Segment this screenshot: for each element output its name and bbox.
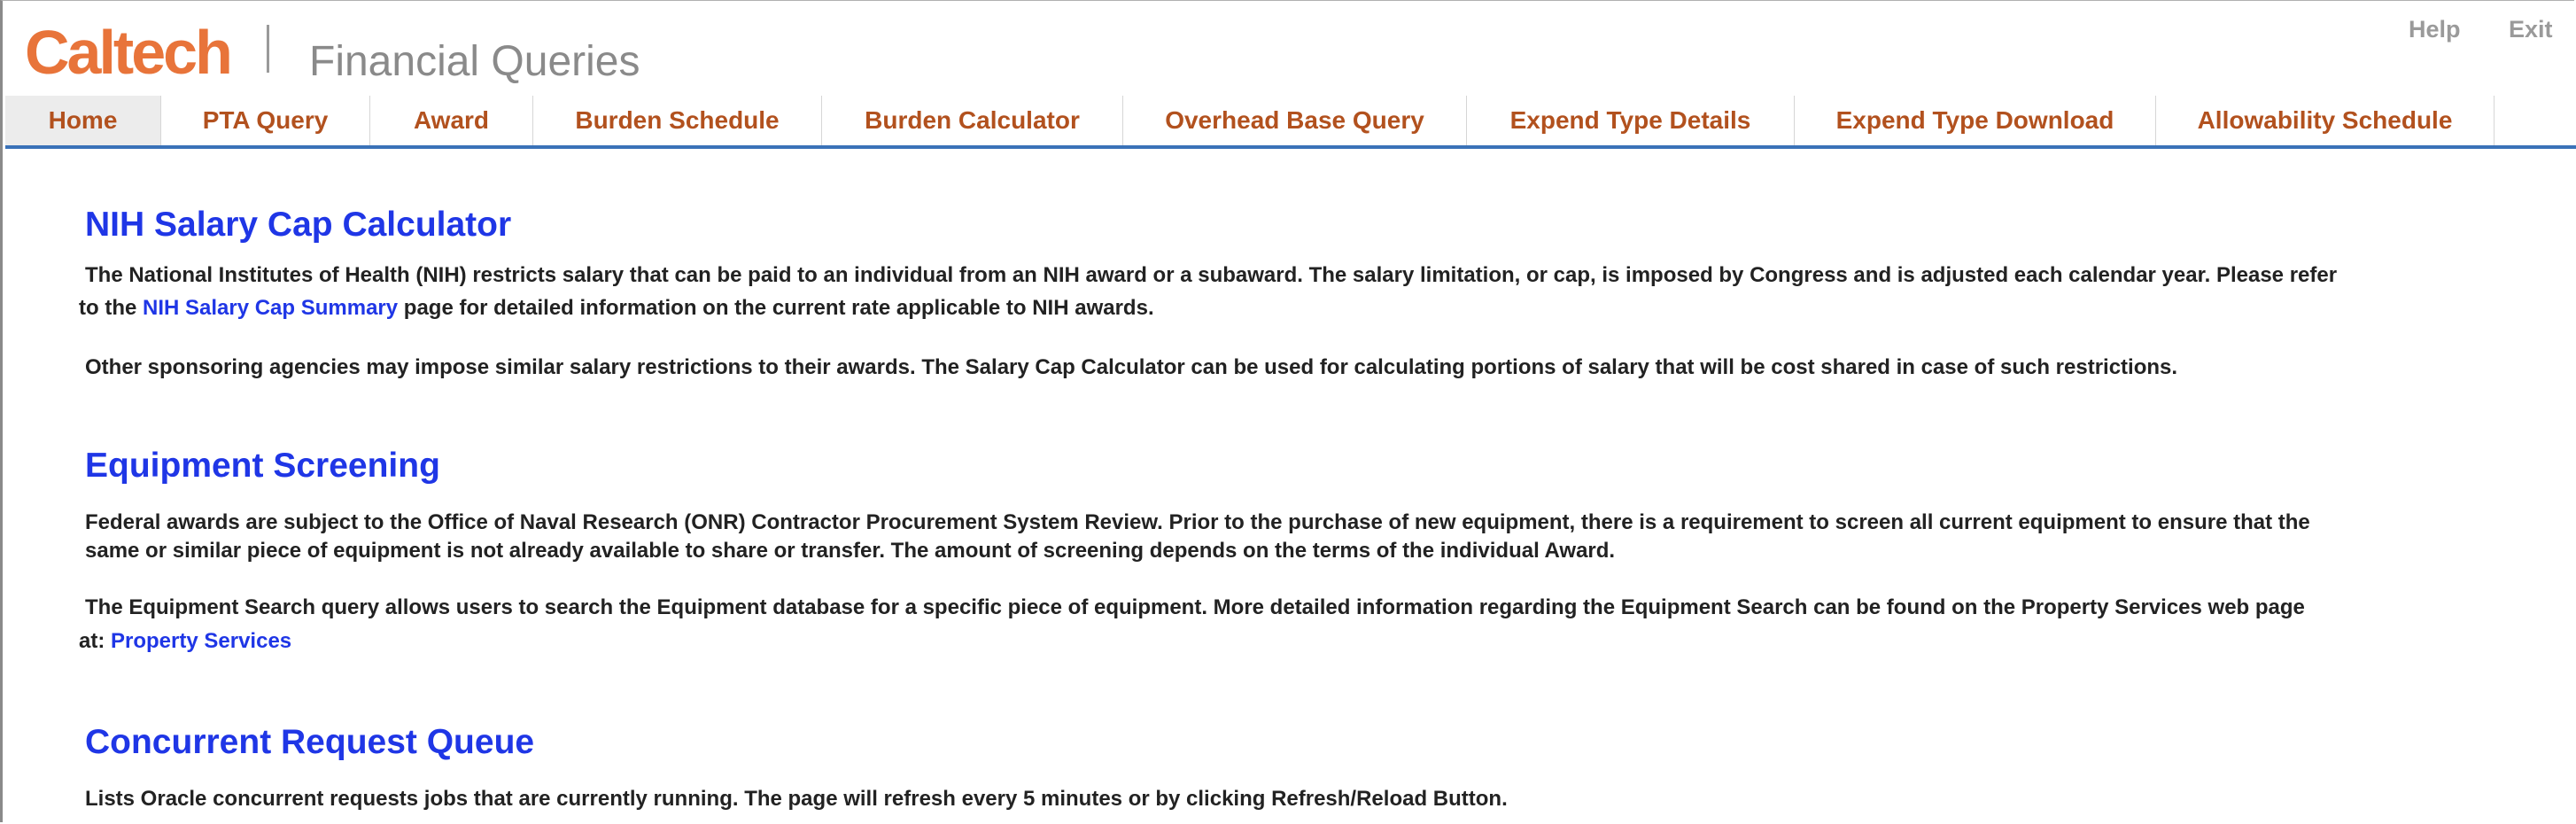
nih-paragraph-suffix: page for detailed information on the current rate applicable to NIH awards.: [403, 296, 1154, 320]
tab-expend-type-download[interactable]: Expend Type Download: [1795, 96, 2156, 145]
tab-pta-query[interactable]: PTA Query: [161, 96, 370, 145]
equipment-search-prefix: at:: [79, 629, 105, 653]
exit-link[interactable]: Exit: [2509, 16, 2553, 43]
nih-paragraph-line-1: The National Institutes of Health (NIH) restricts salary that can be paid to an individual from an NIH award or a subaward. The salary limitation, or cap, is imposed by Congress and is adjusted each calendar year. Please refer: [85, 263, 2338, 287]
equipment-paragraph-line-1: Federal awards are subject to the Office of Naval Research (ONR) Contractor Procurement System Review. Prior to the purchase of new equipment, there is a requirement to screen all current equipment to ensure that the: [85, 510, 2310, 534]
tab-allowability-schedule[interactable]: Allowability Schedule: [2156, 96, 2495, 145]
tab-burden-calculator[interactable]: Burden Calculator: [822, 96, 1123, 145]
nih-salary-cap-heading[interactable]: NIH Salary Cap Calculator: [85, 206, 512, 244]
help-link[interactable]: Help: [2409, 16, 2461, 43]
logo-divider: [267, 25, 269, 73]
page-header: [0, 0, 2576, 94]
nih-paragraph-line-2: [79, 292, 1154, 324]
tab-expend-type-details[interactable]: Expend Type Details: [1467, 96, 1795, 145]
app-title: Financial Queries: [309, 38, 640, 85]
nih-paragraph-prefix: to the: [79, 296, 137, 320]
equipment-search-line-1: The Equipment Search query allows users to search the Equipment database for a specific piece of equipment. More detailed information regarding the Equipment Search can be found on the Property Services web page: [85, 595, 2305, 619]
caltech-logo[interactable]: Caltech: [25, 18, 230, 87]
equipment-search-line-2: [79, 625, 291, 657]
tab-burden-schedule[interactable]: Burden Schedule: [533, 96, 822, 145]
nih-paragraph-2: Other sponsoring agencies may impose similar salary restrictions to their awards. The Salary Cap Calculator can be used for calculating portions of salary that will be cost shared in case of such restrictions.: [85, 355, 2178, 379]
equipment-screening-heading[interactable]: Equipment Screening: [85, 447, 440, 485]
tab-overhead-base-query[interactable]: Overhead Base Query: [1123, 96, 1467, 145]
main-nav: [5, 96, 2576, 149]
tab-home[interactable]: Home: [5, 96, 161, 145]
concurrent-request-queue-heading[interactable]: Concurrent Request Queue: [85, 723, 535, 761]
concurrent-paragraph: Lists Oracle concurrent requests jobs that are currently running. The page will refresh every 5 minutes or by clicking Refresh/Reload Button.: [85, 787, 1508, 811]
equipment-paragraph-line-2: same or similar piece of equipment is not already available to share or transfer. The amount of screening depends on the terms of the individual Award.: [85, 539, 1616, 563]
tab-award[interactable]: Award: [370, 96, 533, 145]
nih-salary-cap-summary-link[interactable]: NIH Salary Cap Summary: [143, 296, 399, 320]
property-services-link[interactable]: Property Services: [111, 629, 292, 653]
